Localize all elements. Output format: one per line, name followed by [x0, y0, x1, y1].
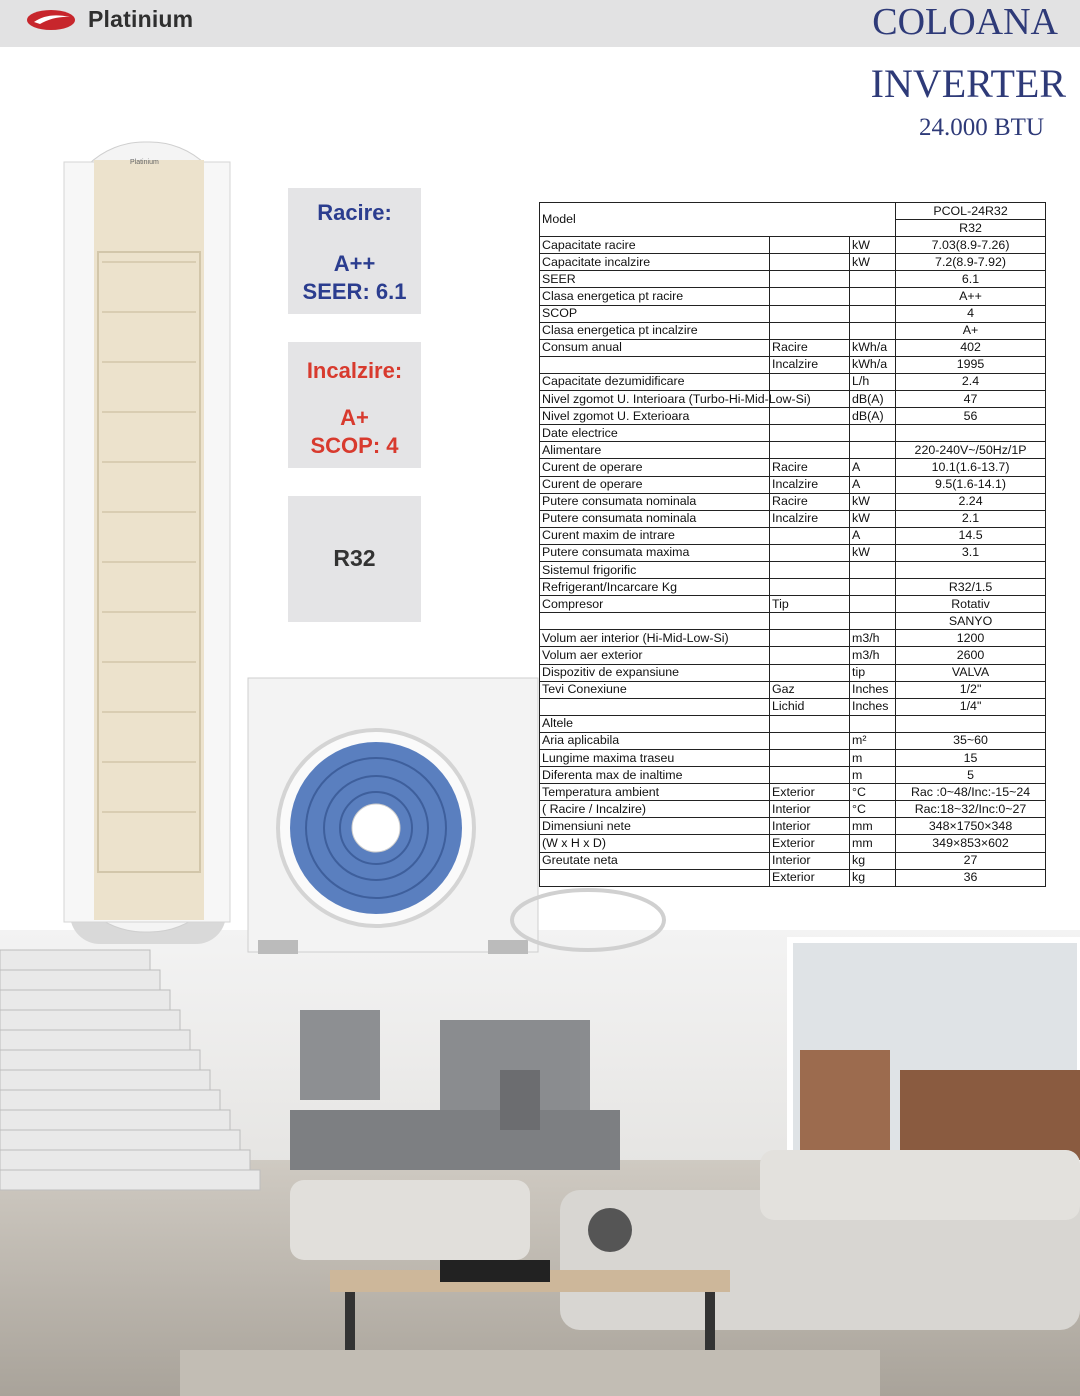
table-row — [540, 767, 1046, 784]
cell-value: 47 — [896, 391, 1046, 408]
cell-sub: Racire — [770, 459, 850, 476]
cell-param: Clasa energetica pt incalzire — [540, 322, 770, 339]
cell-param: Volum aer interior (Hi-Mid-Low-Si) — [540, 630, 770, 647]
cell-value: Rac:18~32/Inc:0~27 — [896, 801, 1046, 818]
cell-sub — [770, 630, 850, 647]
table-row — [540, 544, 1046, 561]
cell-value: A++ — [896, 288, 1046, 305]
cell-param: Volum aer exterior — [540, 647, 770, 664]
cell-unit: Inches — [850, 681, 896, 698]
cell-unit: kW — [850, 254, 896, 271]
cell-param: Dimensiuni nete — [540, 818, 770, 835]
cell-value: 4 — [896, 305, 1046, 322]
cell-sub: Interior — [770, 801, 850, 818]
cell-param: Altele — [540, 715, 770, 732]
cell-value: 7.2(8.9-7.92) — [896, 254, 1046, 271]
cell-sub: Incalzire — [770, 356, 850, 373]
cell-unit — [850, 442, 896, 459]
table-row — [540, 271, 1046, 288]
cell-sub — [770, 613, 850, 630]
cell-param: Diferenta max de inaltime — [540, 767, 770, 784]
cell-value: 402 — [896, 339, 1046, 356]
table-row — [540, 715, 1046, 732]
cell-param — [540, 356, 770, 373]
table-row — [540, 561, 1046, 578]
refrigerant-badge — [288, 496, 421, 622]
unit-brand-label: Platinium — [130, 159, 159, 166]
cell-unit: °C — [850, 784, 896, 801]
cell-value: Rac :0~48/Inc:-15~24 — [896, 784, 1046, 801]
table-row — [540, 527, 1046, 544]
title-line-3: 24.000 BTU — [919, 114, 1044, 141]
cell-param: Clasa energetica pt racire — [540, 288, 770, 305]
cell-value: VALVA — [896, 664, 1046, 681]
cell-value: 2.1 — [896, 510, 1046, 527]
heating-badge — [288, 342, 421, 468]
specifications-table — [539, 202, 1046, 887]
cell-param: Dispozitiv de expansiune — [540, 664, 770, 681]
table-row — [540, 442, 1046, 459]
cell-value: 36 — [896, 869, 1046, 886]
table-row — [540, 339, 1046, 356]
cell-unit: A — [850, 527, 896, 544]
table-row — [540, 425, 1046, 442]
cell-unit: m3/h — [850, 630, 896, 647]
cell-sub — [770, 647, 850, 664]
table-row — [540, 305, 1046, 322]
cell-unit — [850, 613, 896, 630]
cell-param: Capacitate racire — [540, 237, 770, 254]
cell-value: 1200 — [896, 630, 1046, 647]
cell-value: 56 — [896, 408, 1046, 425]
cell-sub — [770, 322, 850, 339]
cell-param: Nivel zgomot U. Interioara (Turbo-Hi-Mid-Low-Si) — [540, 391, 770, 408]
cell-sub: Exterior — [770, 835, 850, 852]
table-row — [540, 579, 1046, 596]
cell-unit: Inches — [850, 698, 896, 715]
cell-param: Refrigerant/Incarcare Kg — [540, 579, 770, 596]
cell-param: Capacitate incalzire — [540, 254, 770, 271]
cooling-seer: SEER: 6.1 — [302, 279, 407, 304]
cell-sub: Gaz — [770, 681, 850, 698]
cell-param: Consum anual — [540, 339, 770, 356]
cell-unit — [850, 596, 896, 613]
cell-unit: kW — [850, 510, 896, 527]
cell-unit: m3/h — [850, 647, 896, 664]
cell-value: A+ — [896, 322, 1046, 339]
table-row — [540, 698, 1046, 715]
cell-sub — [770, 254, 850, 271]
cell-sub: Exterior — [770, 784, 850, 801]
table-row — [540, 237, 1046, 254]
cell-param: Date electrice — [540, 425, 770, 442]
cell-unit: tip — [850, 664, 896, 681]
table-row — [540, 869, 1046, 886]
cell-param: Putere consumata nominala — [540, 510, 770, 527]
cell-sub — [770, 750, 850, 767]
table-row — [540, 288, 1046, 305]
cell-unit: kg — [850, 869, 896, 886]
cell-param: Capacitate dezumidificare — [540, 373, 770, 390]
cell-unit: kg — [850, 852, 896, 869]
cell-param: Tevi Conexiune — [540, 681, 770, 698]
table-row — [540, 835, 1046, 852]
model-label: Model — [540, 203, 896, 237]
brand-logo-icon — [24, 8, 78, 32]
cell-value: 2600 — [896, 647, 1046, 664]
cell-sub — [770, 271, 850, 288]
cell-sub — [770, 732, 850, 749]
heating-scop: SCOP: 4 — [310, 433, 399, 458]
table-row — [540, 322, 1046, 339]
cell-value: 2.4 — [896, 373, 1046, 390]
cell-sub — [770, 767, 850, 784]
cell-value: 10.1(1.6-13.7) — [896, 459, 1046, 476]
cell-value: 7.03(8.9-7.26) — [896, 237, 1046, 254]
title-line-1: COLOANA — [872, 1, 1058, 43]
living-room-photo — [0, 930, 1080, 1396]
refrigerant-label: R32 — [333, 545, 376, 571]
cell-value: 15 — [896, 750, 1046, 767]
cell-param — [540, 698, 770, 715]
table-row — [540, 818, 1046, 835]
cell-unit: dB(A) — [850, 391, 896, 408]
table-row — [540, 681, 1046, 698]
table-row — [540, 613, 1046, 630]
cell-value: 35~60 — [896, 732, 1046, 749]
cell-sub — [770, 373, 850, 390]
cell-value — [896, 715, 1046, 732]
table-row — [540, 630, 1046, 647]
table-row — [540, 391, 1046, 408]
cell-param: (W x H x D) — [540, 835, 770, 852]
cell-value: 1/4" — [896, 698, 1046, 715]
cell-unit: dB(A) — [850, 408, 896, 425]
table-row — [540, 254, 1046, 271]
cell-param: Curent maxim de intrare — [540, 527, 770, 544]
cell-param: Putere consumata maxima — [540, 544, 770, 561]
cell-sub — [770, 561, 850, 578]
cell-value: 1/2" — [896, 681, 1046, 698]
brand-logo — [24, 6, 193, 33]
cell-value: R32/1.5 — [896, 579, 1046, 596]
cell-param: ( Racire / Incalzire) — [540, 801, 770, 818]
cell-unit: °C — [850, 801, 896, 818]
table-row — [540, 784, 1046, 801]
model-value: PCOL-24R32 — [896, 203, 1046, 220]
table-row — [540, 373, 1046, 390]
cell-sub: Tip — [770, 596, 850, 613]
cell-sub — [770, 715, 850, 732]
cell-unit: kW — [850, 493, 896, 510]
heating-class: A+ — [340, 405, 369, 430]
table-row — [540, 596, 1046, 613]
cell-sub: Incalzire — [770, 476, 850, 493]
cell-unit — [850, 715, 896, 732]
heating-heading: Incalzire: — [306, 358, 403, 383]
cell-unit — [850, 288, 896, 305]
cell-unit: kWh/a — [850, 356, 896, 373]
cell-unit: m — [850, 767, 896, 784]
cell-sub — [770, 442, 850, 459]
table-row — [540, 510, 1046, 527]
cell-sub — [770, 579, 850, 596]
brand-name: Platinium — [88, 6, 194, 32]
cell-value: 348×1750×348 — [896, 818, 1046, 835]
cell-sub: Interior — [770, 818, 850, 835]
cell-unit: kWh/a — [850, 339, 896, 356]
cell-value: 349×853×602 — [896, 835, 1046, 852]
table-row — [540, 801, 1046, 818]
cell-unit: A — [850, 476, 896, 493]
cell-sub: Racire — [770, 339, 850, 356]
cell-value: 1995 — [896, 356, 1046, 373]
cell-unit — [850, 322, 896, 339]
cell-value — [896, 425, 1046, 442]
cell-sub — [770, 544, 850, 561]
cell-param — [540, 869, 770, 886]
cell-unit — [850, 271, 896, 288]
cell-param: Putere consumata nominala — [540, 493, 770, 510]
cell-param: Lungime maxima traseu — [540, 750, 770, 767]
cell-unit: m — [850, 750, 896, 767]
table-row — [540, 852, 1046, 869]
cell-unit: kW — [850, 237, 896, 254]
cell-param: Alimentare — [540, 442, 770, 459]
cell-value: 220-240V~/50Hz/1P — [896, 442, 1046, 459]
cell-value: 9.5(1.6-14.1) — [896, 476, 1046, 493]
cell-param: Temperatura ambient — [540, 784, 770, 801]
cell-unit: kW — [850, 544, 896, 561]
cell-param: Aria aplicabila — [540, 732, 770, 749]
cell-value: 5 — [896, 767, 1046, 784]
cell-sub — [770, 408, 850, 425]
table-row — [540, 356, 1046, 373]
cell-param: SCOP — [540, 305, 770, 322]
indoor-column-unit — [58, 142, 236, 952]
cell-sub — [770, 288, 850, 305]
cell-sub: Racire — [770, 493, 850, 510]
table-row — [540, 476, 1046, 493]
cooling-class: A++ — [333, 251, 376, 276]
cell-sub: Exterior — [770, 869, 850, 886]
cell-unit: mm — [850, 835, 896, 852]
cell-unit: m² — [850, 732, 896, 749]
table-row-model — [540, 203, 1046, 220]
cell-sub — [770, 664, 850, 681]
cell-param: Compresor — [540, 596, 770, 613]
table-row — [540, 647, 1046, 664]
cell-unit: L/h — [850, 373, 896, 390]
cell-value — [896, 561, 1046, 578]
cell-param — [540, 613, 770, 630]
cell-unit: mm — [850, 818, 896, 835]
cell-sub: Interior — [770, 852, 850, 869]
cooling-heading: Racire: — [317, 200, 392, 225]
cell-sub: Incalzire — [770, 510, 850, 527]
cell-unit: A — [850, 459, 896, 476]
cell-param: Sistemul frigorific — [540, 561, 770, 578]
table-row — [540, 750, 1046, 767]
cell-value: 27 — [896, 852, 1046, 869]
refrigerant-value: R32 — [896, 220, 1046, 237]
cell-sub: Lichid — [770, 698, 850, 715]
cell-value: 3.1 — [896, 544, 1046, 561]
cell-value: 2.24 — [896, 493, 1046, 510]
cell-value: Rotativ — [896, 596, 1046, 613]
table-row — [540, 408, 1046, 425]
cell-unit — [850, 561, 896, 578]
cell-param: Curent de operare — [540, 459, 770, 476]
table-row — [540, 664, 1046, 681]
cell-param: Nivel zgomot U. Exterioara — [540, 408, 770, 425]
table-row — [540, 459, 1046, 476]
cell-sub — [770, 237, 850, 254]
table-row — [540, 732, 1046, 749]
cell-value: SANYO — [896, 613, 1046, 630]
cell-unit — [850, 425, 896, 442]
cell-param: Curent de operare — [540, 476, 770, 493]
table-row — [540, 493, 1046, 510]
cell-value: 14.5 — [896, 527, 1046, 544]
cooling-badge — [288, 188, 421, 314]
cell-value: 6.1 — [896, 271, 1046, 288]
cell-sub — [770, 527, 850, 544]
cell-sub — [770, 425, 850, 442]
cell-param: SEER — [540, 271, 770, 288]
title-line-2: INVERTER — [870, 61, 1066, 106]
cell-sub — [770, 305, 850, 322]
cell-unit — [850, 305, 896, 322]
cell-param: Greutate neta — [540, 852, 770, 869]
cell-unit — [850, 579, 896, 596]
